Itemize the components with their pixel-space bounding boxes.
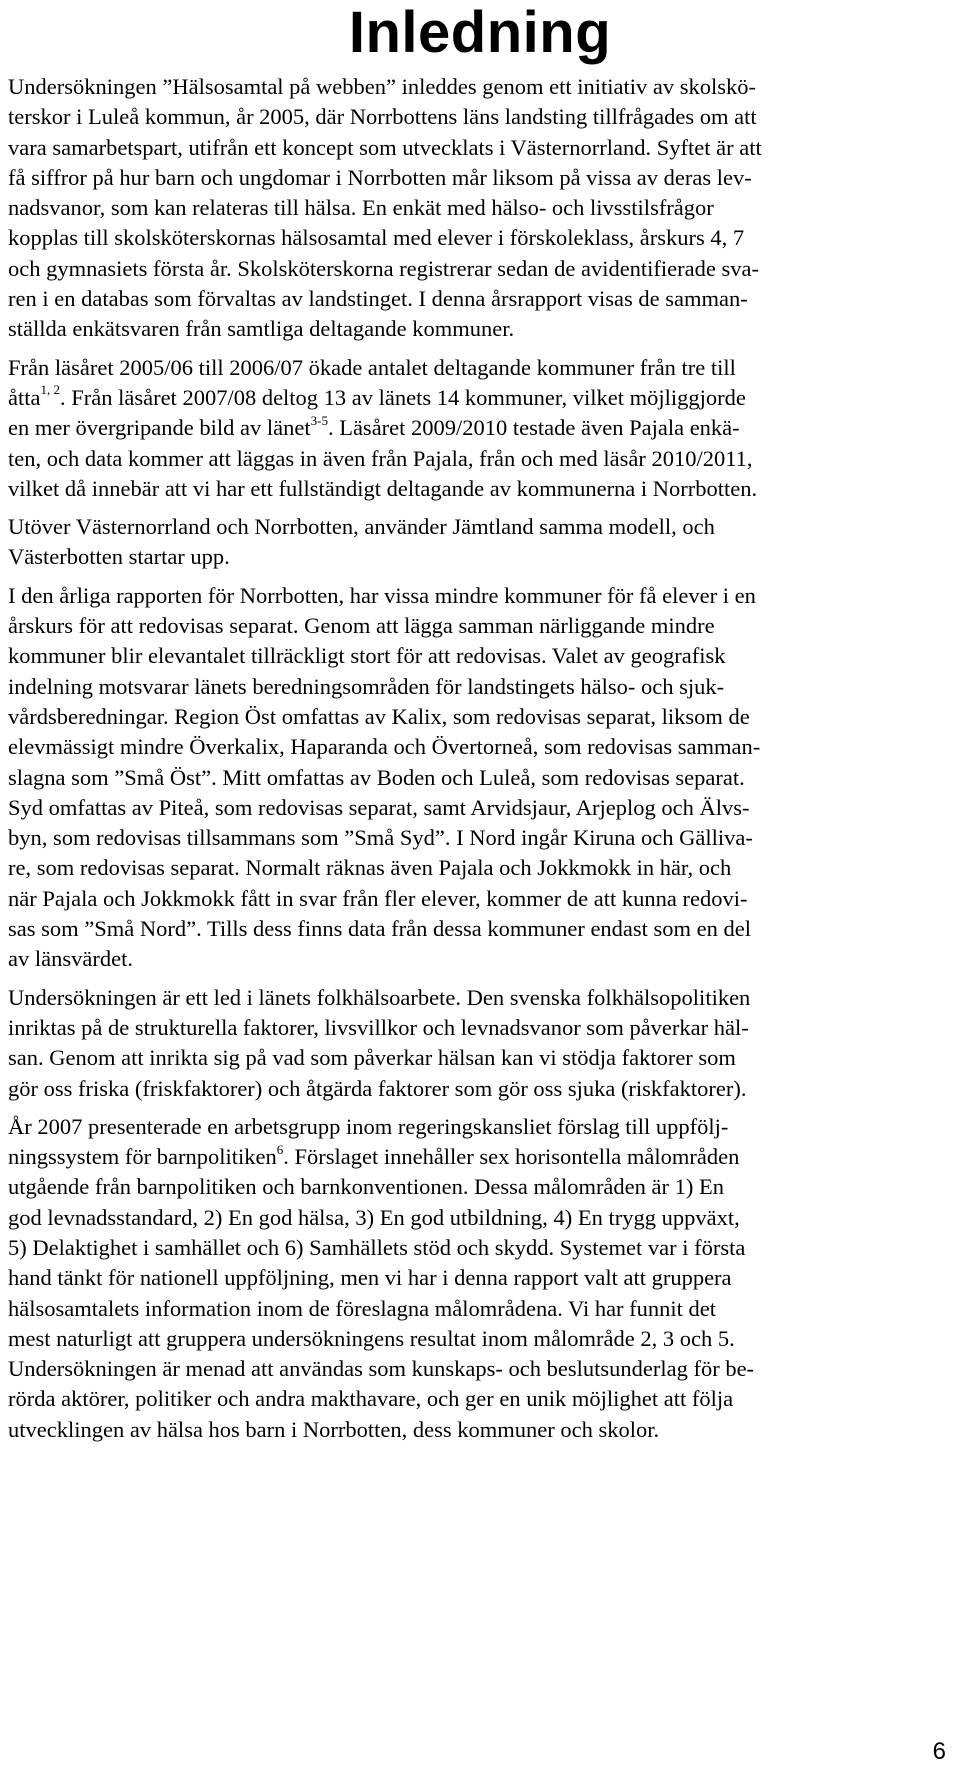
text-line: byn, som redovisas tillsammans som ”Små Syd”. I Nord ingår Kiruna och Gälliva- bbox=[8, 825, 753, 851]
text-line: kopplas till skolsköterskornas hälsosamtal med elever i förskoleklass, årskurs 4, 7 bbox=[8, 225, 745, 251]
text-line: rörda aktörer, politiker och andra makthavare, och ger en unik möjlighet att följa bbox=[8, 1386, 734, 1412]
text-line: god levnadsstandard, 2) En god hälsa, 3) En god utbildning, 4) En trygg uppväxt, bbox=[8, 1204, 740, 1230]
text-line: sas som ”Små Nord”. Tills dess finns data från dessa kommuner endast som en del bbox=[8, 916, 752, 942]
text-line: terskor i Luleå kommun, år 2005, där Norrbottens läns landsting tillfrågades om att bbox=[8, 104, 757, 130]
text-line: vara samarbetspart, utifrån ett koncept som utvecklats i Västernorrland. Syftet är att bbox=[8, 134, 762, 160]
text-line: ten, och data kommer att läggas in även från Pajala, från och med läsår 2010/2011, bbox=[8, 445, 753, 471]
text-line: 5) Delaktighet i samhället och 6) Samhällets stöd och skydd. Systemet var i första bbox=[8, 1234, 746, 1260]
text-line bbox=[8, 383, 948, 413]
paragraph-intro bbox=[8, 72, 948, 345]
text-line: indelning motsvarar länets beredningsområden för landstingets hälso- och sjuk- bbox=[8, 673, 725, 699]
body-text bbox=[8, 72, 948, 1445]
text-line: I den årliga rapporten för Norrbotten, har vissa mindre kommuner för få elever i en bbox=[8, 582, 756, 608]
text-segment: . Läsåret 2009/2010 testade även Pajala enkä- bbox=[327, 415, 740, 441]
paragraph-public-health bbox=[8, 983, 948, 1104]
text-line: Undersökningen är menad att användas som kunskaps- och beslutsunderlag för be- bbox=[8, 1356, 755, 1382]
text-line: ställda enkätsvaren från samtliga deltagande kommuner. bbox=[8, 316, 515, 342]
text-line: san. Genom att inrikta sig på vad som påverkar hälsan kan vi stödja faktorer som bbox=[8, 1045, 736, 1071]
paragraph-goal-areas bbox=[8, 1112, 948, 1445]
text-line: vilket då innebär att vi har ett fullständigt deltagande av kommunerna i Norrbotten. bbox=[8, 475, 758, 501]
page-title: Inledning bbox=[348, 0, 612, 65]
text-line: Från läsåret 2005/06 till 2006/07 ökade antalet deltagande kommuner från tre till bbox=[8, 354, 736, 380]
text-line: gör oss friska (friskfaktorer) och åtgärda faktorer som gör oss sjuka (riskfaktorer). bbox=[8, 1075, 747, 1101]
text-segment: åtta bbox=[8, 384, 41, 410]
text-line: och gymnasiets första år. Skolsköterskorna registrerar sedan de avidentifierade sva- bbox=[8, 255, 759, 281]
text-line: utvecklingen av hälsa hos barn i Norrbotten, dess kommuner och skolor. bbox=[8, 1416, 660, 1442]
text-line: År 2007 presenterade en arbetsgrupp inom regeringskansliet förslag till uppfölj- bbox=[8, 1113, 729, 1139]
text-line: inriktas på de strukturella faktorer, livsvillkor och levnadsvanor som påverkar häl- bbox=[8, 1014, 749, 1040]
text-segment: . Förslaget innehåller sex horisontella målområden bbox=[283, 1144, 740, 1170]
text-line bbox=[8, 1142, 948, 1172]
text-line: slagna som ”Små Öst”. Mitt omfattas av Boden och Luleå, som redovisas separat. bbox=[8, 764, 745, 790]
text-segment: ningssystem för barnpolitiken bbox=[8, 1144, 277, 1170]
reference-superscript: 3-5 bbox=[310, 412, 328, 428]
text-line: Undersökningen är ett led i länets folkhälsoarbete. Den svenska folkhälsopolitiken bbox=[8, 984, 751, 1010]
text-line: hälsosamtalets information inom de föreslagna målområdena. Vi har funnit det bbox=[8, 1295, 717, 1321]
text-line: ren i en databas som förvaltas av landstinget. I denna årsrapport visas de samman- bbox=[8, 286, 748, 312]
reference-superscript: 1, 2 bbox=[40, 382, 60, 398]
text-line: mest naturligt att gruppera undersökningens resultat inom målområde 2, 3 och 5. bbox=[8, 1325, 735, 1351]
text-line: utgående från barnpolitiken och barnkonventionen. Dessa målområden är 1) En bbox=[8, 1174, 725, 1200]
text-segment: . Från läsåret 2007/08 deltog 13 av länets 14 kommuner, vilket möjliggjorde bbox=[59, 384, 746, 410]
text-line: när Pajala och Jokkmokk fått in svar från fler elever, kommer de att kunna redovi- bbox=[8, 885, 748, 911]
text-line: re, som redovisas separat. Normalt räknas även Pajala och Jokkmokk in här, och bbox=[8, 855, 732, 881]
reference-superscript: 6 bbox=[276, 1141, 284, 1157]
text-line: elevmässigt mindre Överkalix, Haparanda och Övertorneå, som redovisas samman- bbox=[8, 734, 761, 760]
text-line: Syd omfattas av Piteå, som redovisas separat, samt Arvidsjaur, Arjeplog och Älvs- bbox=[8, 794, 750, 820]
text-line: vårdsberedningar. Region Öst omfattas av Kalix, som redovisas separat, liksom de bbox=[8, 703, 750, 729]
text-line: hand tänkt för nationell uppföljning, men vi har i denna rapport valt att gruppera bbox=[8, 1265, 732, 1291]
text-line: Västerbotten startar upp. bbox=[8, 544, 230, 570]
text-line bbox=[8, 413, 948, 443]
paragraph-other-regions bbox=[8, 512, 948, 573]
text-line: kommuner blir elevantalet tillräckligt stort för att redovisas. Valet av geografisk bbox=[8, 643, 726, 669]
text-line: årskurs för att redovisas separat. Genom att lägga samman närliggande mindre bbox=[8, 613, 715, 639]
text-segment: en mer övergripande bild av länet bbox=[8, 415, 311, 441]
text-line: få siffror på hur barn och ungdomar i Norrbotten mår liksom på vissa av deras lev- bbox=[8, 164, 752, 190]
text-line: av länsvärdet. bbox=[8, 946, 133, 972]
page-number: 6 bbox=[932, 1738, 946, 1765]
text-line: Undersökningen ”Hälsosamtal på webben” inleddes genom ett initiativ av skolskö- bbox=[8, 74, 756, 99]
text-line: Utöver Västernorrland och Norrbotten, använder Jämtland samma modell, och bbox=[8, 514, 715, 540]
paragraph-regions bbox=[8, 581, 948, 975]
paragraph-participation bbox=[8, 353, 948, 504]
text-line: nadsvanor, som kan relateras till hälsa. En enkät med hälso- och livsstilsfrågor bbox=[8, 195, 714, 221]
